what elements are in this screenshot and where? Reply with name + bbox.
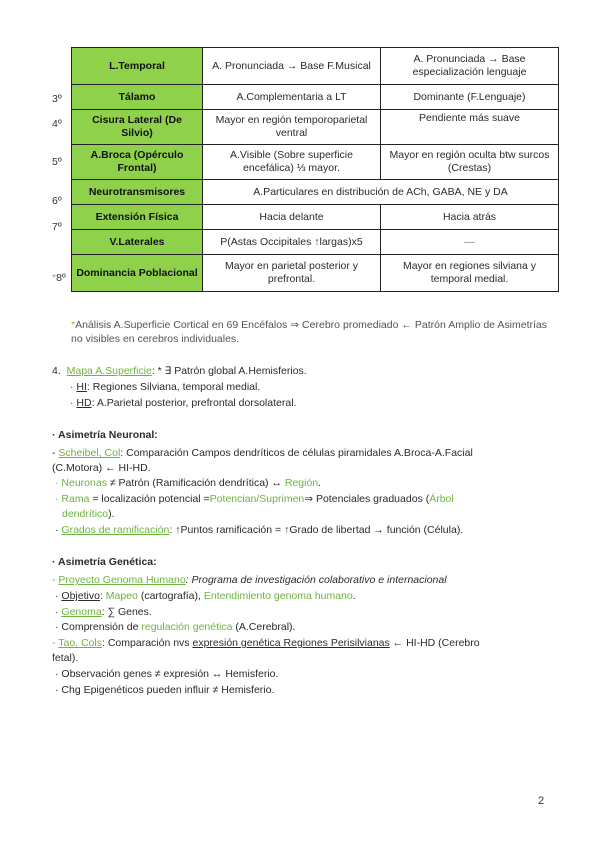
row-number: 4º	[52, 118, 62, 130]
right-hemisphere-cell: Mayor en región oculta btw surcos (Crestas)	[381, 145, 559, 180]
right-hemisphere-cell: Pendiente más suave	[381, 110, 559, 145]
row-label: A.Broca (Opérculo Frontal)	[72, 145, 203, 180]
right-hemisphere-cell: Mayor en regiones silviana y temporal medial.	[381, 255, 559, 292]
term: · Neuronas	[55, 477, 107, 489]
right-hemisphere-cell: Hacia atrás	[381, 205, 559, 230]
left-hemisphere-cell: Mayor en parietal posterior y prefrontal.	[203, 255, 381, 292]
row-label: V.Laterales	[72, 230, 203, 255]
table-row	[72, 230, 559, 255]
item-link[interactable]: Mapa A.Superficie	[66, 365, 152, 377]
right-hemisphere-cell: A. Pronunciada → Base especialización lenguaje	[381, 48, 559, 85]
list-item	[55, 605, 152, 619]
right-hemisphere-cell: —	[381, 230, 559, 255]
hemisphere-key: HI	[76, 381, 87, 393]
paragraph-line	[52, 573, 447, 587]
left-hemisphere-cell: Hacia delante	[203, 205, 381, 230]
left-hemisphere-cell: A. Pronunciada → Base F.Musical	[203, 48, 381, 85]
text: ≠ Patrón (Ramificación dendrítica) ↔	[106, 477, 285, 489]
hemisphere-key: HD	[76, 397, 92, 409]
row-label: Dominancia Poblacional	[72, 255, 203, 292]
item-number: 4.	[52, 365, 61, 377]
table-row	[72, 48, 559, 85]
list-item: · Chg Epigenéticos pueden influir ≠ Hemisferio.	[55, 684, 275, 696]
item-text: : * ∃ Patrón global A.Hemisferios.	[151, 365, 307, 377]
text: · Comprensión de	[55, 621, 142, 633]
author-link[interactable]: Scheibel, Col	[58, 447, 121, 459]
row-label: Neurotransmisores	[72, 180, 203, 205]
table-row	[72, 180, 559, 205]
list-item-cont	[62, 507, 115, 521]
left-hemisphere-cell: Mayor en región temporoparietal ventral	[203, 110, 381, 145]
asterisk-marker: *	[52, 272, 57, 284]
table-row	[72, 145, 559, 180]
table-row	[72, 110, 559, 145]
term: Entendimiento genoma humano	[203, 590, 353, 602]
row-number-text: 8º	[56, 272, 66, 284]
page-number: 2	[538, 795, 545, 807]
term: dendrítico	[62, 508, 109, 520]
bullet: ·	[55, 590, 62, 602]
author-link[interactable]: Tao, Cols	[58, 637, 103, 649]
bullet: ·	[55, 606, 62, 618]
row-label: L.Temporal	[72, 48, 203, 85]
dash: -	[52, 637, 59, 649]
list-item: · Observación genes ≠ expresión ↔ Hemisferio.	[55, 668, 279, 680]
paragraph-line: fetal).	[52, 652, 79, 664]
footnote-text: Análisis A.Superficie Cortical en 69 Encéfalos ⇒ Cerebro promediado ← Patrón Amplio de Asimetrías no visibles en cerebros individuales.	[71, 319, 547, 345]
asymmetry-table	[71, 47, 559, 292]
row-label: Tálamo	[72, 85, 203, 110]
hemisphere-value: : Regiones Silviana, temporal medial.	[86, 381, 261, 393]
list-item: · HI: Regiones Silviana, temporal medial.	[70, 381, 261, 393]
item-4	[52, 364, 307, 378]
list-item	[55, 492, 545, 506]
text: ⇒ Potenciales graduados (	[304, 493, 430, 505]
section-heading: · Asimetría Genética:	[52, 556, 157, 568]
left-hemisphere-cell: P(Astas Occipitales ↑largas)x5	[203, 230, 381, 255]
text: .	[352, 590, 356, 602]
table-footnote	[71, 318, 547, 346]
text: : Programa de investigación colaborativo e internacional	[185, 574, 447, 586]
text: .	[318, 477, 322, 489]
section-heading: · Asimetría Neuronal:	[52, 429, 158, 441]
text: ).	[108, 508, 115, 520]
text: : ∑ Genes.	[101, 606, 152, 618]
project-link[interactable]: Proyecto Genoma Humano	[58, 574, 186, 586]
row-number: 5º	[52, 156, 62, 168]
term: · Rama	[55, 493, 90, 505]
term: Región	[284, 477, 319, 489]
text: (cartografía),	[137, 590, 204, 602]
text: :	[99, 590, 106, 602]
list-item	[55, 620, 295, 634]
term-link[interactable]: Genoma	[61, 606, 102, 618]
text: : Comparación Campos dendríticos de células piramidales A.Broca-A.Facial	[120, 447, 473, 459]
text: ← HI-HD (Cerebro	[389, 637, 480, 649]
term: Mapeo	[105, 590, 138, 602]
text: (A.Cerebral).	[232, 621, 296, 633]
paragraph-line	[52, 636, 480, 650]
term: expresión genética Regiones Perisilvianas	[192, 637, 390, 649]
left-hemisphere-cell: A.Visible (Sobre superficie encefálica) ⅓ mayor.	[203, 145, 381, 180]
row-number: 3º	[52, 93, 62, 105]
paragraph-line	[52, 446, 473, 460]
term: Objetivo	[61, 590, 100, 602]
bullet: ·	[55, 524, 62, 536]
list-item	[55, 476, 321, 490]
row-number: 7º	[52, 221, 62, 233]
right-hemisphere-cell: Dominante (F.Lenguaje)	[381, 85, 559, 110]
term: Árbol	[429, 493, 454, 505]
row-label: Cisura Lateral (De Silvio)	[72, 110, 203, 145]
term: Potencian/Suprimen	[209, 493, 305, 505]
merged-cell: A.Particulares en distribución de ACh, GABA, NE y DA	[203, 180, 559, 205]
left-hemisphere-cell: A.Complementaria a LT	[203, 85, 381, 110]
table-row	[72, 255, 559, 292]
row-number: 6º	[52, 195, 62, 207]
list-item	[55, 589, 356, 603]
asterisk-marker: *	[71, 319, 76, 331]
row-label: Extensión Física	[72, 205, 203, 230]
list-item	[55, 523, 463, 537]
dash: -	[52, 447, 59, 459]
list-item: · HD: A.Parietal posterior, prefrontal dorsolateral.	[70, 397, 297, 409]
table-row	[72, 205, 559, 230]
dash: -	[52, 574, 59, 586]
row-number	[52, 272, 66, 284]
term-link[interactable]: Grados de ramificación	[61, 524, 170, 536]
text: = localización potencial =	[89, 493, 210, 505]
hemisphere-value: : A.Parietal posterior, prefrontal dorsolateral.	[91, 397, 297, 409]
text: : Comparación nvs	[102, 637, 193, 649]
term: regulación genética	[141, 621, 233, 633]
paragraph-line: (C.Motora) ← HI-HD.	[52, 462, 151, 474]
table-row	[72, 85, 559, 110]
text: : ↑Puntos ramificación = ↑Grado de libertad → función (Célula).	[169, 524, 464, 536]
